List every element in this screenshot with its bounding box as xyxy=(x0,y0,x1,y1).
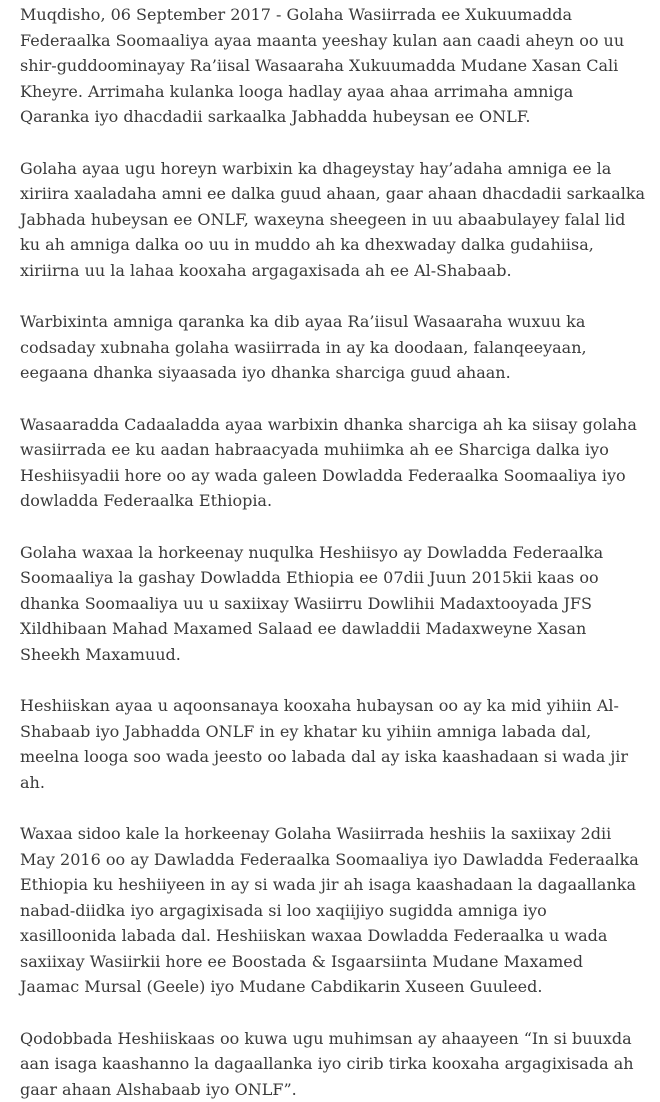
paragraph-8: Qodobbada Heshiiskaas oo kuwa ugu muhimsan ay ahaayeen “In si buuxda aan isaga kaashanno la dagaallanka iyo cirib tirka kooxaha argagixisada ah gaar ahaan Alshabaab iyo ONLF”. xyxy=(20,1026,646,1102)
paragraph-3: Warbixinta amniga qaranka ka dib ayaa Ra’iisul Wasaaraha wuxuu ka codsaday xubnaha golaha wasiirrada in ay ka doodaan, falanqeeyaan, eegaana dhanka siyaasada iyo dhanka sharciga guud ahaan. xyxy=(20,309,646,386)
paragraph-5: Golaha waxaa la horkeenay nuqulka Heshiisyo ay Dowladda Federaalka Soomaaliya la gashay Dowladda Ethiopia ee 07dii Juun 2015kii kaas oo dhanka Soomaaliya uu u saxiixay Wasiirru Dowlihii Madaxtooyada JFS Xildhibaan Mahad Maxamed Salaad ee dawladdii Madaxweyne Xasan Sheekh Maxamuud. xyxy=(20,540,646,668)
paragraph-6: Heshiiskan ayaa u aqoonsanaya kooxaha hubaysan oo ay ka mid yihiin Al-Shabaab iyo Jabhadda ONLF in ey khatar ku yihiin amniga labada dal, meelna looga soo wada jeesto oo labada dal ay iska kaashadaan si wada jir ah. xyxy=(20,693,646,795)
paragraph-2: Golaha ayaa ugu horeyn warbixin ka dhageystay hay’adaha amniga ee la xiriira xaaladaha amni ee dalka guud ahaan, gaar ahaan dhacdadii sarkaalka Jabhada hubeysan ee ONLF, waxeyna sheegeen in uu abaabulayey falal lid ku ah amniga dalka oo uu in muddo ah ka dhexwaday dalka gudahiisa, xiriirna uu la lahaa kooxaha argagaxisada ah ee Al-Shabaab. xyxy=(20,156,646,284)
paragraph-7: Waxaa sidoo kale la horkeenay Golaha Wasiirrada heshiis la saxiixay 2dii May 2016 oo ay Dawladda Federaalka Soomaaliya iyo Dawladda Federaalka Ethiopia ku heshiiyeen in ay si wada jir ah isaga kaashadaan la dagaallanka nabad-diidka iyo argagixisada si loo xaqiijiyo sugidda amniga iyo xasilloonida labada dal. Heshiiskan waxaa Dowladda Federaalka u wada saxiixay Wasiirkii hore ee Boostada & Isgaarsiinta Mudane Maxamed Jaamac Mursal (Geele) iyo Mudane Cabdikarin Xuseen Guuleed. xyxy=(20,821,646,1000)
paragraph-4: Wasaaradda Cadaaladda ayaa warbixin dhanka sharciga ah ka siisay golaha wasiirrada ee ku aadan habraacyada muhiimka ah ee Sharciga dalka iyo Heshiisyadii hore oo ay wada galeen Dowladda Federaalka Soomaaliya iyo dowladda Federaalka Ethiopia. xyxy=(20,412,646,514)
paragraph-1: Muqdisho, 06 September 2017 - Golaha Wasiirrada ee Xukuumadda Federaalka Soomaaliya ayaa maanta yeeshay kulan aan caadi aheyn oo uu shir-guddoominayay Ra’iisal Wasaaraha Xukuumadda Mudane Xasan Cali Kheyre. Arrimaha kulanka looga hadlay ayaa ahaa arrimaha amniga Qaranka iyo dhacdadii sarkaalka Jabhadda hubeysan ee ONLF. xyxy=(20,2,646,130)
